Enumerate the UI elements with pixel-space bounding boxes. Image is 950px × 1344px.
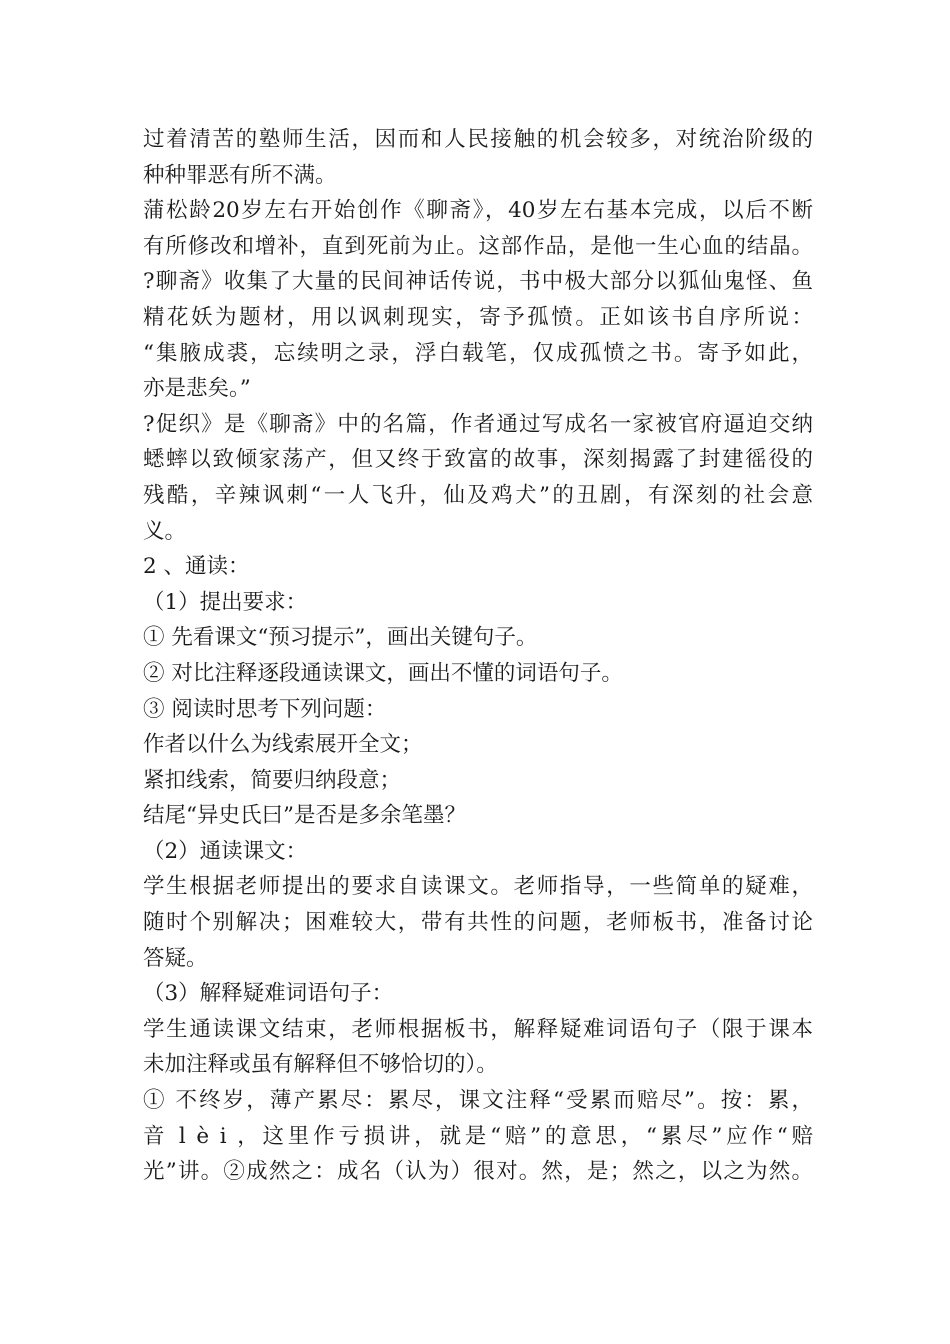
list-item: ① 先看课文“预习提示”，画出关键句子。	[143, 625, 538, 651]
text-line: “集腋成裘，忘续明之录，浮白载笔，仅成孤愤之书。寄予如此，	[143, 340, 813, 366]
list-item: ① 不终岁，薄产累尽：累尽，课文注释“受累而赔尽”。按：累，	[143, 1088, 813, 1114]
section-heading: 2 、通读：	[143, 554, 250, 580]
text-line: 紧扣线索，简要归纳段意；	[143, 767, 402, 793]
text-line: 精花妖为题材，用以讽刺现实，寄予孤愤。正如该书自序所说：	[143, 304, 813, 330]
text-line: 音 l è i ，这里作亏损讲，就是“赔”的意思，“累尽”应作“赔	[143, 1123, 813, 1149]
text-line: 结尾“异史氏曰”是否是多余笔墨？	[143, 803, 466, 829]
text-line: ?促织》是《聊斋》中的名篇，作者通过写成名一家被官府逼迫交纳	[143, 411, 813, 437]
list-item: ② 对比注释逐段通读课文，画出不懂的词语句子。	[143, 660, 623, 686]
text-line: 残酷，辛辣讽刺“一人飞升，仙及鸡犬”的丑剧，有深刻的社会意	[143, 482, 813, 508]
subsection-heading: （3）解释疑难词语句子：	[143, 981, 394, 1007]
text-line: 义。	[143, 518, 187, 544]
subsection-heading: （1）提出要求：	[143, 589, 308, 615]
text-line: 答疑。	[143, 945, 208, 971]
text-line: 蟋蟀以致倾家荡产，但又终于致富的故事，深刻揭露了封建徭役的	[143, 447, 813, 473]
document-body	[143, 122, 813, 1190]
list-item: ③ 阅读时思考下列问题：	[143, 696, 387, 722]
text-line: 随时个别解决；困难较大，带有共性的问题，老师板书，准备讨论	[143, 910, 813, 936]
text-line: 种种罪恶有所不满。	[143, 162, 337, 188]
text-line: 亦是悲矣。”	[143, 376, 251, 402]
text-line: 学生根据老师提出的要求自读课文。老师指导，一些简单的疑难，	[143, 874, 813, 900]
text-line: 有所修改和增补，直到死前为止。这部作品，是他一生心血的结晶。	[143, 233, 813, 259]
text-line: 未加注释或虽有解释但不够恰切的）。	[143, 1052, 498, 1078]
text-line: 作者以什么为线索展开全文；	[143, 732, 423, 758]
text-line: 光”讲。②成然之：成名（认为）很对。然，是；然之，以之为然。	[143, 1159, 813, 1185]
text-line: 学生通读课文结束，老师根据板书，解释疑难词语句子（限于课本	[143, 1016, 813, 1042]
subsection-heading: （2）通读课文：	[143, 838, 308, 864]
text-line: ?聊斋》收集了大量的民间神话传说，书中极大部分以狐仙鬼怪、鱼	[143, 269, 813, 295]
text-line: 蒲松龄20岁左右开始创作《聊斋》，40岁左右基本完成，以后不断	[143, 198, 813, 224]
text-line: 过着清苦的塾师生活，因而和人民接触的机会较多，对统治阶级的	[143, 127, 813, 152]
